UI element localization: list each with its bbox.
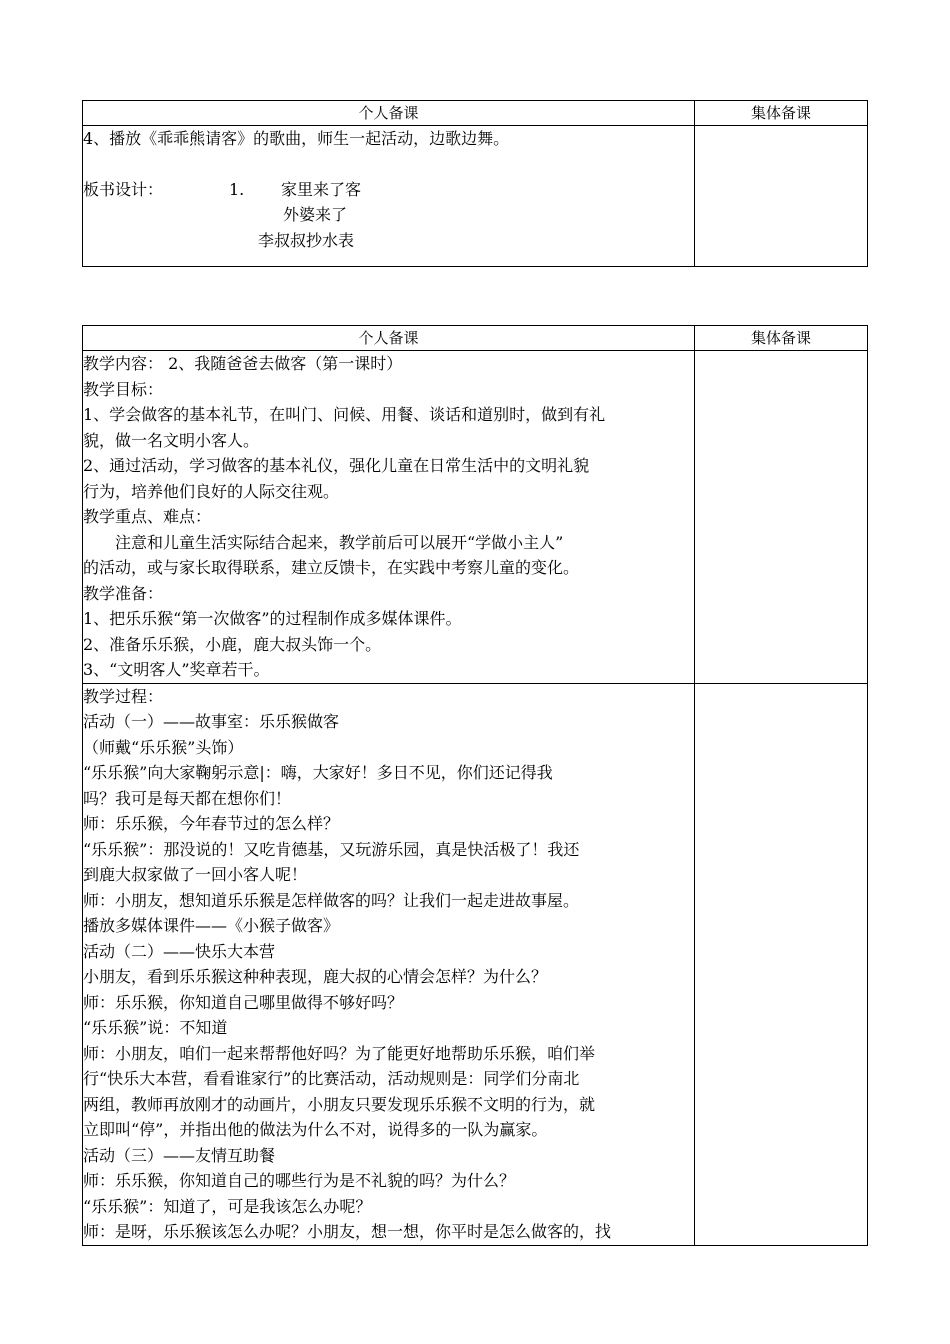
text-line: 行“快乐大本营，看看谁家行”的比赛活动，活动规则是：同学们分南北 (83, 1069, 580, 1088)
text-line: 2、通过活动，学习做客的基本礼仪，强化儿童在日常生活中的文明礼貌 (83, 456, 590, 475)
text-line: “乐乐猴”：那没说的！又吃肯德基，又玩游乐园，真是快活极了！我还 (83, 839, 580, 859)
text-line: 教学内容： 2、我随爸爸去做客（第一课时） (83, 354, 403, 373)
text-line: 师：乐乐猴，你知道自己的哪些行为是不礼貌的吗？为什么？ (83, 1171, 516, 1190)
text-line: 教学过程： (83, 686, 164, 706)
lesson-overview-cell (83, 351, 695, 684)
text-line: 师：小朋友，想知道乐乐猴是怎样做客的吗？让我们一起走进故事屋。 (83, 890, 580, 910)
personal-prep-cell (83, 126, 695, 267)
text-line: “乐乐猴”：知道了，可是我该怎么办呢？ (83, 1196, 372, 1216)
text-line: 吗？我可是每天都在想你们！ (83, 788, 292, 808)
text-line: 活动（一）——故事室：乐乐猴做客 (83, 712, 340, 731)
board-design-number: 1. (229, 179, 245, 199)
text-line: “乐乐猴”向大家鞠躬示意|：嗨，大家好！多日不见，你们还记得我 (83, 763, 553, 782)
text-line: 3、“文明客人”奖章若干。 (83, 660, 270, 679)
text-line: 立即叫“停”，并指出他的做法为什么不对，说得多的一队为赢家。 (83, 1120, 548, 1139)
lesson-table-2 (82, 325, 868, 1246)
text-line: 4、播放《乖乖熊请客》的歌曲，师生一起活动，边歌边舞。 (83, 129, 510, 148)
text-line: 1、把乐乐猴“第一次做客”的过程制作成多媒体课件。 (83, 609, 462, 628)
text-line: 小朋友，看到乐乐猴这种种表现，鹿大叔的心情会怎样？为什么？ (83, 967, 548, 986)
text-line: 教学准备： (83, 583, 164, 603)
collective-prep-cell (695, 683, 868, 1245)
text-line: 行为，培养他们良好的人际交往观。 (83, 481, 340, 501)
collective-prep-header: 集体备课 (695, 101, 868, 126)
text-line: （师戴“乐乐猴”头饰） (83, 737, 244, 757)
text-line: 到鹿大叔家做了一回小客人呢！ (83, 865, 308, 884)
text-line: 师：乐乐猴，你知道自己哪里做得不够好吗？ (83, 992, 404, 1012)
text-line: 2、准备乐乐猴，小鹿，鹿大叔头饰一个。 (83, 634, 382, 654)
text-line: 播放多媒体课件——《小猴子做客》 (83, 916, 340, 935)
collective-prep-header: 集体备课 (695, 326, 868, 351)
text-line: 的活动，或与家长取得联系，建立反馈卡，在实践中考察儿童的变化。 (83, 558, 580, 577)
teaching-process-cell (83, 683, 695, 1245)
text-line: 貌，做一名文明小客人。 (83, 430, 260, 450)
text-line: 教学重点、难点： (83, 507, 212, 526)
board-design-item: 家里来了客 (281, 179, 362, 199)
personal-prep-header: 个人备课 (83, 326, 695, 351)
board-design-line (83, 177, 694, 203)
text-line: 师：乐乐猴，今年春节过的怎么样？ (83, 814, 340, 833)
collective-prep-cell (695, 351, 868, 684)
text-line: 师：是呀，乐乐猴该怎么办呢？小朋友，想一想，你平时是怎么做客的，找 (83, 1222, 612, 1241)
board-design-item: 李叔叔抄水表 (258, 230, 355, 250)
text-line: 1、学会做客的基本礼节，在叫门、问候、用餐、谈话和道别时，做到有礼 (83, 405, 606, 424)
text-line: “乐乐猴”说：不知道 (83, 1018, 228, 1037)
collective-prep-cell (695, 126, 868, 267)
text-line: 教学目标： (83, 379, 164, 399)
text-line: 师：小朋友，咱们一起来帮帮他好吗？为了能更好地帮助乐乐猴，咱们举 (83, 1043, 596, 1063)
text-line: 活动（三）——友情互助餐 (83, 1145, 276, 1165)
text-line: 两组，教师再放刚才的动画片，小朋友只要发现乐乐猴不文明的行为，就 (83, 1094, 596, 1114)
text-line: 活动（二）——快乐大本营 (83, 941, 276, 961)
personal-prep-header: 个人备课 (83, 101, 695, 126)
lesson-table-1 (82, 100, 868, 267)
board-design-item: 外婆来了 (283, 205, 348, 224)
text-line: 注意和儿童生活实际结合起来，教学前后可以展开“学做小主人” (115, 532, 564, 552)
board-design-label: 板书设计： (83, 179, 164, 199)
